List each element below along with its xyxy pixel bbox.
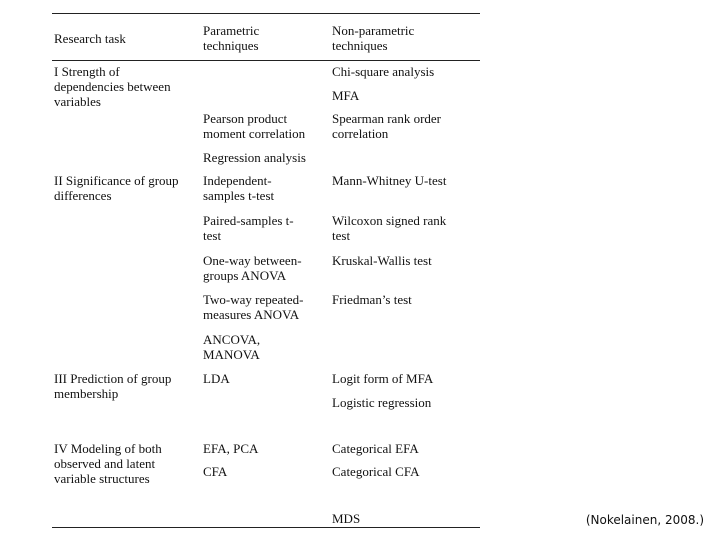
param-regression: Regression analysis: [203, 150, 306, 165]
nonparam-categorical-efa: Categorical EFA: [332, 441, 419, 456]
table-header-rule: [52, 60, 480, 61]
nonparam-wilcoxon: Wilcoxon signed rank test: [332, 213, 447, 243]
nonparam-logistic-regression: Logistic regression: [332, 395, 432, 410]
task-strength-of-dependencies: I Strength of dependencies between variables: [54, 64, 171, 109]
table-top-rule: [52, 13, 480, 14]
param-lda: LDA: [203, 371, 230, 386]
header-parametric: Parametric techniques: [203, 23, 260, 53]
param-one-way-anova: One-way between- groups ANOVA: [203, 253, 302, 283]
task-modeling-structures: IV Modeling of both observed and latent variable structures: [54, 441, 162, 486]
nonparam-mds: MDS: [332, 511, 361, 526]
nonparam-spearman: Spearman rank order correlation: [332, 111, 442, 141]
param-efa-pca: EFA, PCA: [203, 441, 259, 456]
nonparam-mfa: MFA: [332, 88, 360, 103]
nonparam-logit-mfa: Logit form of MFA: [332, 371, 434, 386]
table-bottom-rule: [52, 527, 480, 528]
header-research-task: Research task: [54, 31, 126, 46]
techniques-table: [52, 13, 480, 528]
nonparam-chi-square: Chi-square analysis: [332, 64, 435, 79]
nonparam-mann-whitney: Mann-Whitney U-test: [332, 173, 447, 188]
task-significance-of-group-differences: II Significance of group differences: [54, 173, 179, 203]
param-ancova-manova: ANCOVA, MANOVA: [203, 332, 261, 362]
header-non-parametric: Non-parametric techniques: [332, 23, 415, 53]
citation: (Nokelainen, 2008.): [585, 513, 704, 527]
nonparam-categorical-cfa: Categorical CFA: [332, 464, 420, 479]
task-prediction-of-group-membership: III Prediction of group membership: [54, 371, 172, 401]
param-cfa: CFA: [203, 464, 228, 479]
param-two-way-anova: Two-way repeated- measures ANOVA: [203, 292, 304, 322]
param-independent-t-test: Independent- samples t-test: [203, 173, 275, 203]
param-pearson: Pearson product moment correlation: [203, 111, 306, 141]
nonparam-friedman: Friedman’s test: [332, 292, 412, 307]
param-paired-t-test: Paired-samples t- test: [203, 213, 294, 243]
nonparam-kruskal-wallis: Kruskal-Wallis test: [332, 253, 432, 268]
